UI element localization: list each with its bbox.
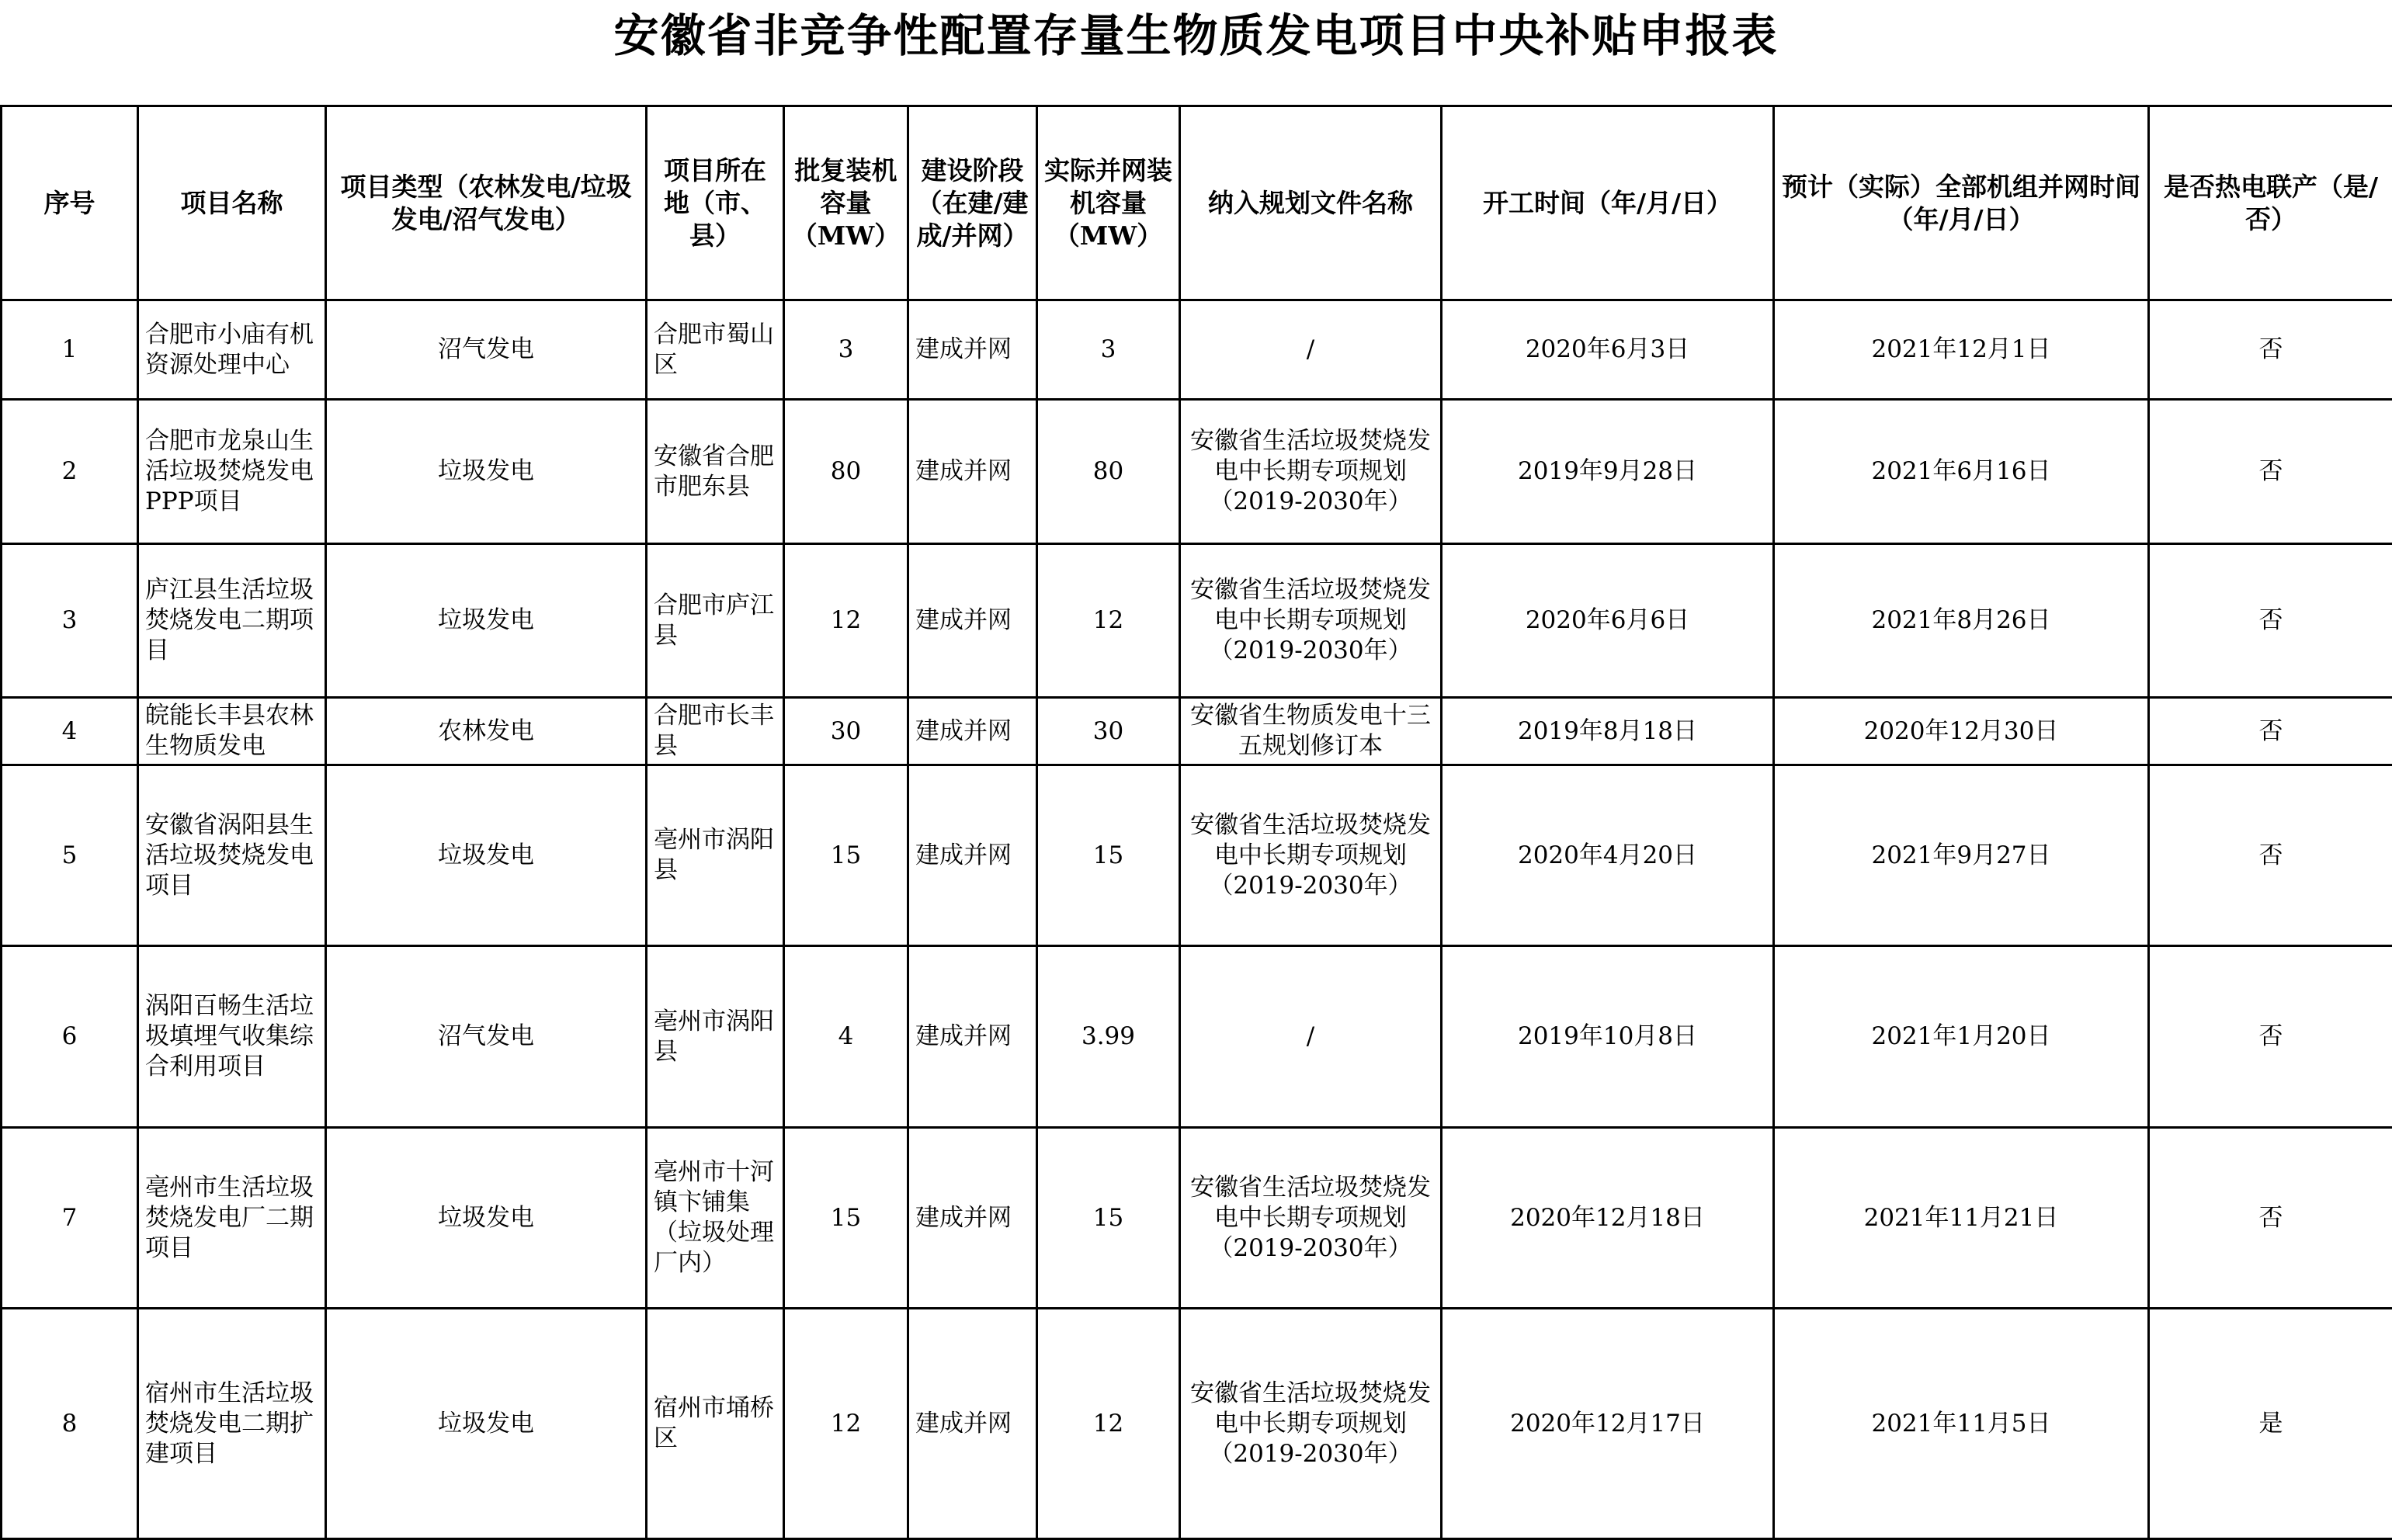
- cell-location: 亳州市涡阳县: [647, 946, 784, 1128]
- header-actual-capacity: 实际并网装机容量（MW）: [1037, 106, 1180, 300]
- cell-start-time: 2020年12月17日: [1442, 1309, 1774, 1539]
- cell-seq: 1: [2, 300, 138, 400]
- cell-seq: 4: [2, 698, 138, 765]
- cell-stage: 建成并网: [908, 946, 1037, 1128]
- cell-name: 安徽省涡阳县生活垃圾焚烧发电项目: [138, 765, 326, 946]
- cell-location: 亳州市涡阳县: [647, 765, 784, 946]
- cell-plan: 安徽省生活垃圾焚烧发电中长期专项规划（2019-2030年）: [1180, 765, 1442, 946]
- cell-stage: 建成并网: [908, 300, 1037, 400]
- cell-chp: 是: [2149, 1309, 2392, 1539]
- cell-start-time: 2020年6月6日: [1442, 544, 1774, 698]
- cell-approved-capacity: 4: [784, 946, 908, 1128]
- table-row: [2, 1309, 2392, 1539]
- header-plan: 纳入规划文件名称: [1180, 106, 1442, 300]
- table-row: [2, 698, 2392, 765]
- cell-type: 沼气发电: [326, 300, 647, 400]
- cell-stage: 建成并网: [908, 400, 1037, 544]
- cell-type: 农林发电: [326, 698, 647, 765]
- cell-type: 垃圾发电: [326, 544, 647, 698]
- cell-chp: 否: [2149, 400, 2392, 544]
- cell-approved-capacity: 30: [784, 698, 908, 765]
- cell-seq: 2: [2, 400, 138, 544]
- cell-plan: 安徽省生物质发电十三五规划修订本: [1180, 698, 1442, 765]
- cell-stage: 建成并网: [908, 698, 1037, 765]
- cell-seq: 3: [2, 544, 138, 698]
- cell-location: 合肥市长丰县: [647, 698, 784, 765]
- cell-location: 合肥市蜀山区: [647, 300, 784, 400]
- cell-actual-capacity: 15: [1037, 765, 1180, 946]
- header-approved-capacity: 批复装机容量（MW）: [784, 106, 908, 300]
- cell-name: 皖能长丰县农林生物质发电: [138, 698, 326, 765]
- cell-location: 安徽省合肥市肥东县: [647, 400, 784, 544]
- cell-seq: 8: [2, 1309, 138, 1539]
- header-name: 项目名称: [138, 106, 326, 300]
- cell-start-time: 2020年6月3日: [1442, 300, 1774, 400]
- cell-plan: 安徽省生活垃圾焚烧发电中长期专项规划（2019-2030年）: [1180, 1309, 1442, 1539]
- cell-chp: 否: [2149, 1128, 2392, 1309]
- header-location: 项目所在地（市、县）: [647, 106, 784, 300]
- header-grid-time: 预计（实际）全部机组并网时间（年/月/日）: [1774, 106, 2149, 300]
- header-start-time: 开工时间（年/月/日）: [1442, 106, 1774, 300]
- cell-type: 垃圾发电: [326, 400, 647, 544]
- cell-seq: 6: [2, 946, 138, 1128]
- cell-location: 亳州市十河镇卞铺集（垃圾处理厂内）: [647, 1128, 784, 1309]
- table-row: [2, 544, 2392, 698]
- cell-plan: 安徽省生活垃圾焚烧发电中长期专项规划（2019-2030年）: [1180, 400, 1442, 544]
- cell-chp: 否: [2149, 300, 2392, 400]
- cell-grid-time: 2021年8月26日: [1774, 544, 2149, 698]
- cell-approved-capacity: 15: [784, 1128, 908, 1309]
- cell-grid-time: 2021年6月16日: [1774, 400, 2149, 544]
- cell-plan: 安徽省生活垃圾焚烧发电中长期专项规划（2019-2030年）: [1180, 1128, 1442, 1309]
- cell-chp: 否: [2149, 765, 2392, 946]
- header-stage: 建设阶段（在建/建成/并网）: [908, 106, 1037, 300]
- header-row: [2, 106, 2392, 300]
- cell-plan: /: [1180, 300, 1442, 400]
- cell-name: 庐江县生活垃圾焚烧发电二期项目: [138, 544, 326, 698]
- cell-type: 沼气发电: [326, 946, 647, 1128]
- header-seq: 序号: [2, 106, 138, 300]
- cell-stage: 建成并网: [908, 544, 1037, 698]
- cell-chp: 否: [2149, 698, 2392, 765]
- table-row: [2, 765, 2392, 946]
- cell-name: 亳州市生活垃圾焚烧发电厂二期项目: [138, 1128, 326, 1309]
- cell-stage: 建成并网: [908, 765, 1037, 946]
- cell-start-time: 2019年8月18日: [1442, 698, 1774, 765]
- cell-approved-capacity: 3: [784, 300, 908, 400]
- cell-chp: 否: [2149, 544, 2392, 698]
- table-row: [2, 400, 2392, 544]
- cell-actual-capacity: 3: [1037, 300, 1180, 400]
- cell-actual-capacity: 12: [1037, 1309, 1180, 1539]
- cell-start-time: 2019年10月8日: [1442, 946, 1774, 1128]
- cell-grid-time: 2021年11月5日: [1774, 1309, 2149, 1539]
- cell-grid-time: 2021年11月21日: [1774, 1128, 2149, 1309]
- cell-start-time: 2020年4月20日: [1442, 765, 1774, 946]
- cell-approved-capacity: 15: [784, 765, 908, 946]
- cell-type: 垃圾发电: [326, 1309, 647, 1539]
- cell-type: 垃圾发电: [326, 765, 647, 946]
- cell-type: 垃圾发电: [326, 1128, 647, 1309]
- header-type: 项目类型（农林发电/垃圾发电/沼气发电）: [326, 106, 647, 300]
- cell-seq: 7: [2, 1128, 138, 1309]
- page-title: 安徽省非竞争性配置存量生物质发电项目中央补贴申报表: [0, 5, 2392, 67]
- cell-start-time: 2020年12月18日: [1442, 1128, 1774, 1309]
- cell-location: 合肥市庐江县: [647, 544, 784, 698]
- cell-grid-time: 2021年12月1日: [1774, 300, 2149, 400]
- cell-grid-time: 2020年12月30日: [1774, 698, 2149, 765]
- table-row: [2, 300, 2392, 400]
- table-row: [2, 1128, 2392, 1309]
- cell-grid-time: 2021年9月27日: [1774, 765, 2149, 946]
- cell-plan: 安徽省生活垃圾焚烧发电中长期专项规划（2019-2030年）: [1180, 544, 1442, 698]
- cell-stage: 建成并网: [908, 1309, 1037, 1539]
- cell-actual-capacity: 15: [1037, 1128, 1180, 1309]
- cell-approved-capacity: 12: [784, 544, 908, 698]
- cell-grid-time: 2021年1月20日: [1774, 946, 2149, 1128]
- cell-location: 宿州市埇桥区: [647, 1309, 784, 1539]
- cell-seq: 5: [2, 765, 138, 946]
- cell-plan: /: [1180, 946, 1442, 1128]
- cell-name: 涡阳百畅生活垃圾填埋气收集综合利用项目: [138, 946, 326, 1128]
- cell-actual-capacity: 30: [1037, 698, 1180, 765]
- table-row: [2, 946, 2392, 1128]
- cell-name: 宿州市生活垃圾焚烧发电二期扩建项目: [138, 1309, 326, 1539]
- cell-name: 合肥市龙泉山生活垃圾焚烧发电PPP项目: [138, 400, 326, 544]
- subsidy-table: [0, 105, 2392, 1540]
- cell-actual-capacity: 3.99: [1037, 946, 1180, 1128]
- cell-actual-capacity: 80: [1037, 400, 1180, 544]
- cell-start-time: 2019年9月28日: [1442, 400, 1774, 544]
- cell-approved-capacity: 12: [784, 1309, 908, 1539]
- cell-stage: 建成并网: [908, 1128, 1037, 1309]
- cell-name: 合肥市小庙有机资源处理中心: [138, 300, 326, 400]
- cell-chp: 否: [2149, 946, 2392, 1128]
- header-chp: 是否热电联产（是/否）: [2149, 106, 2392, 300]
- cell-approved-capacity: 80: [784, 400, 908, 544]
- cell-actual-capacity: 12: [1037, 544, 1180, 698]
